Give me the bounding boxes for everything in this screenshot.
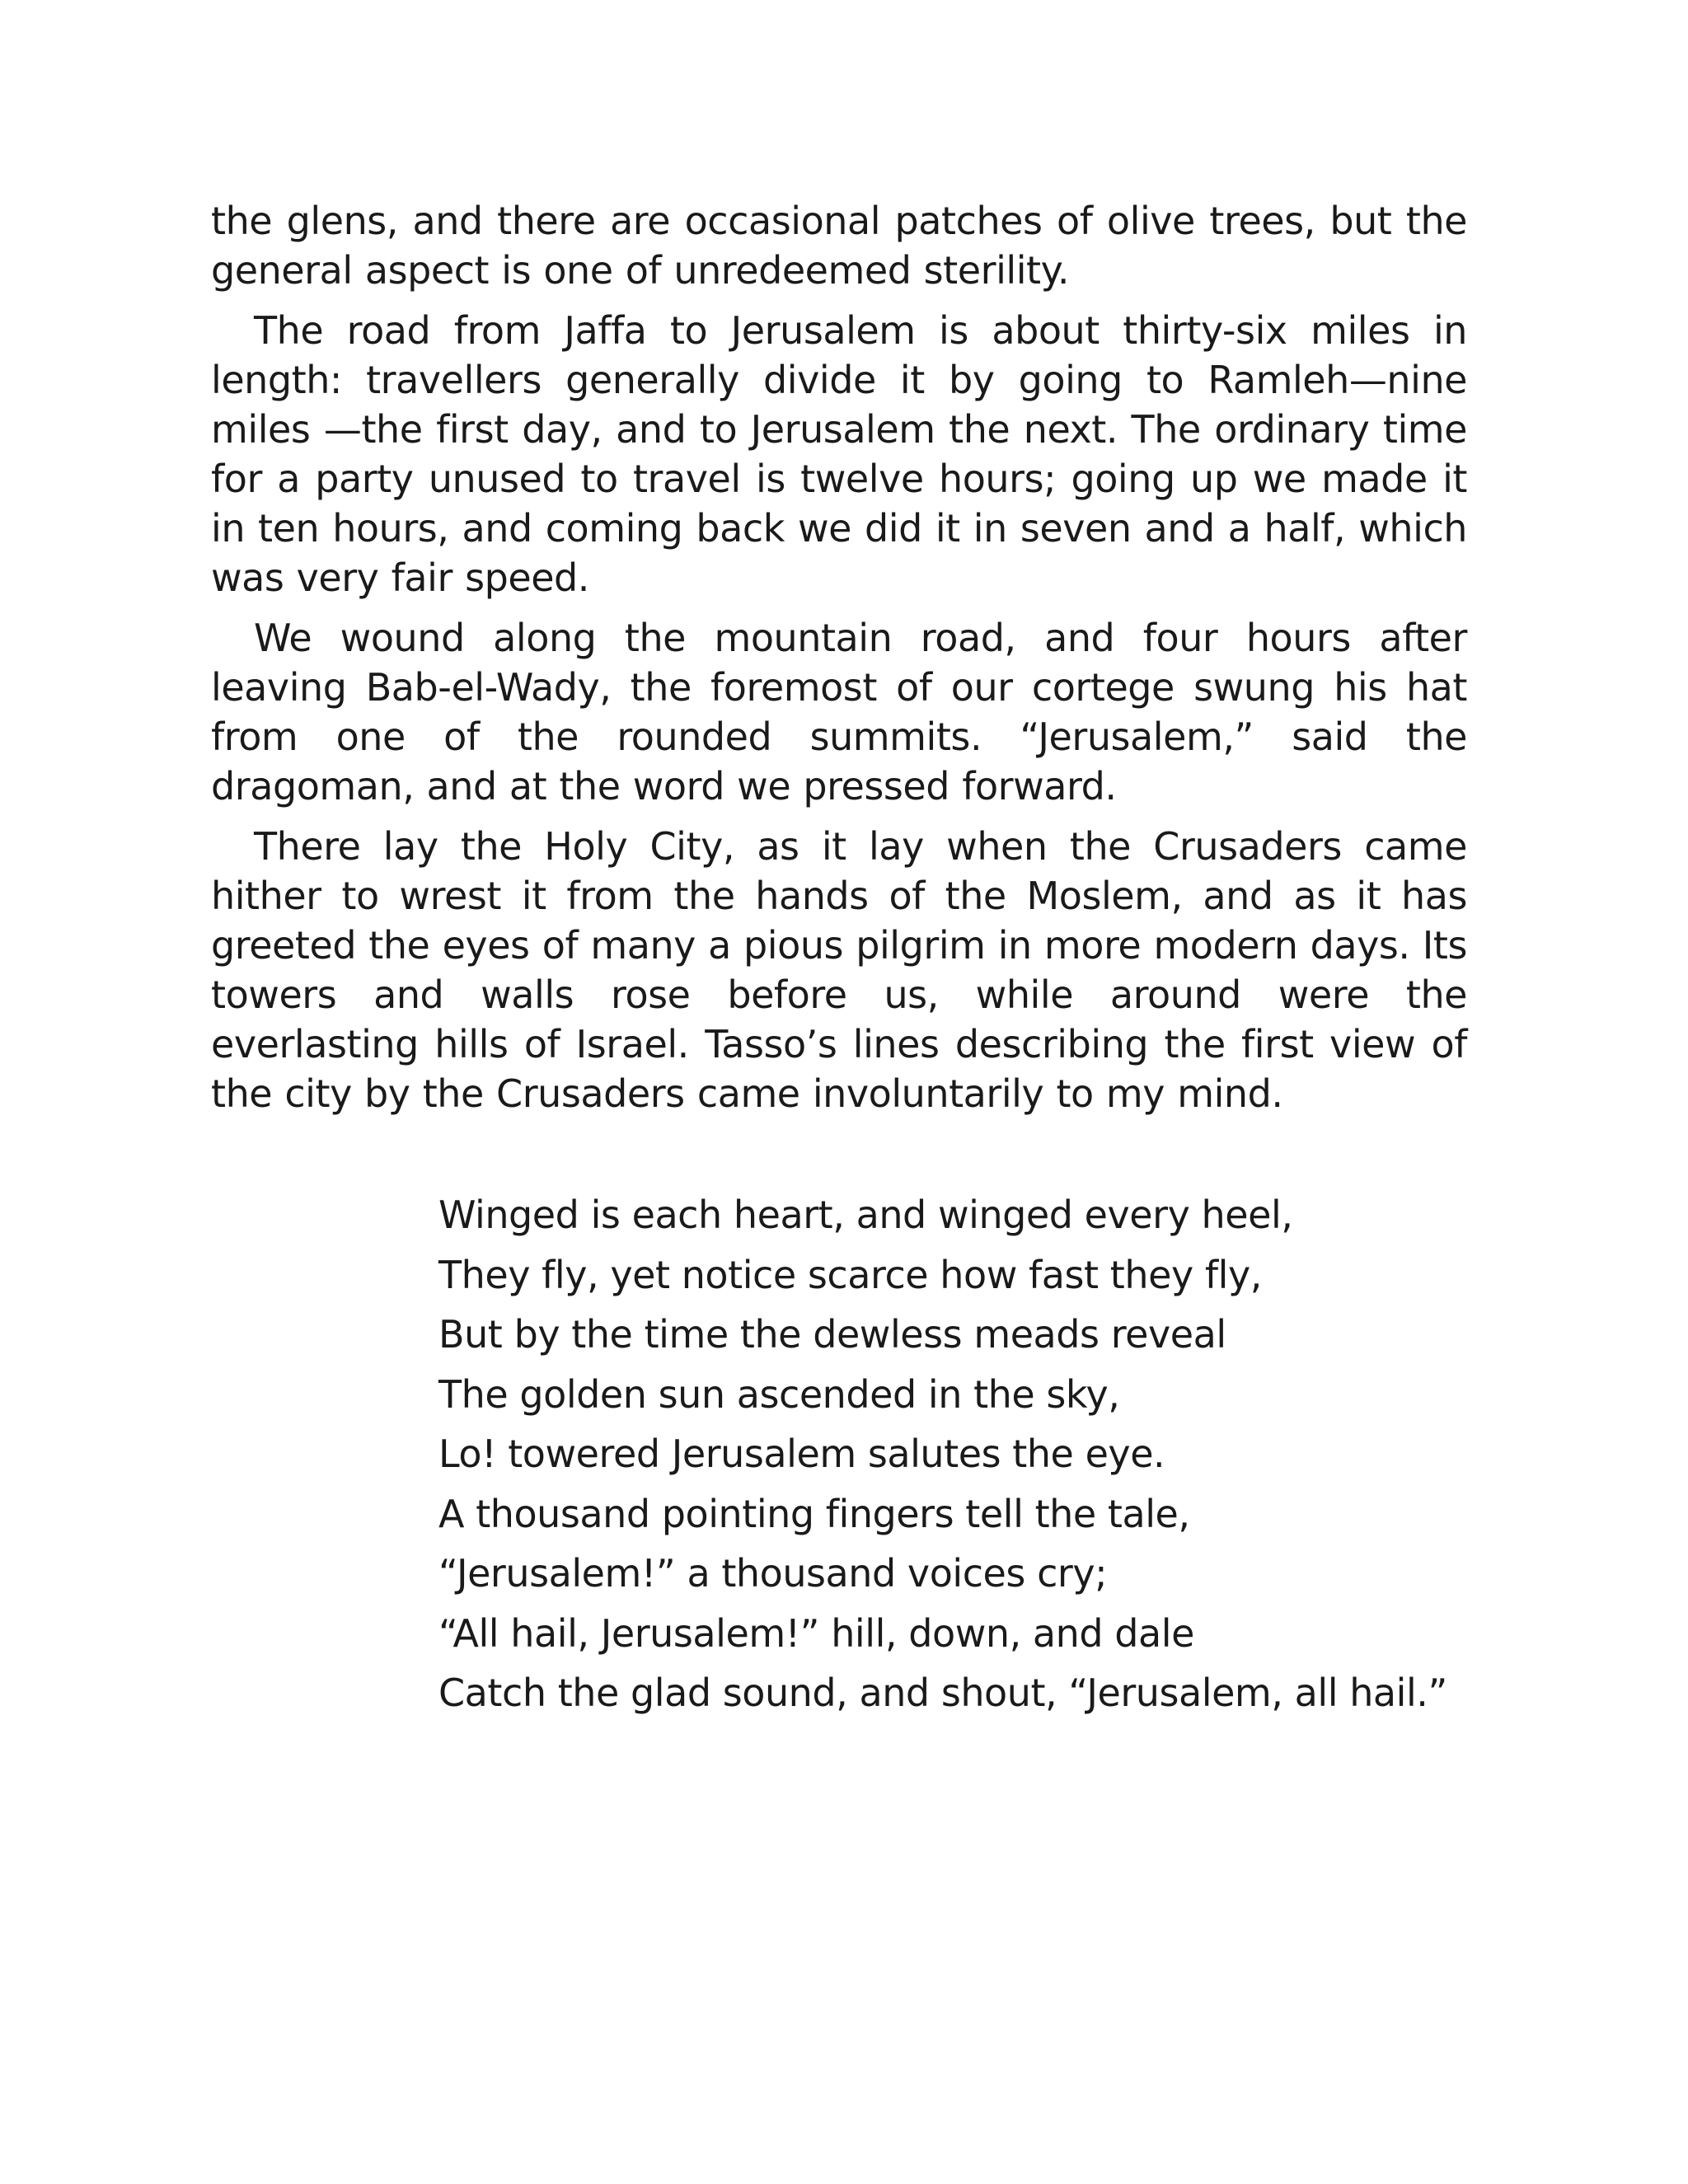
verse-quotation (438, 1185, 1510, 1723)
verse-line: Catch the glad sound, and shout, “Jerusalem, all hail.” (438, 1671, 1447, 1715)
paragraph-holy-city: There lay the Holy City, as it lay when the Crusaders came hither to wrest it from the hands of the Moslem, and as it has greeted the eyes of many a pious pilgrim in more modern days. Its towers and walls rose before us, while around were the everlasting hills of Israel. Tasso’s lines describing the first view of the city by the Crusaders came involuntarily to my mind. (211, 824, 1467, 1116)
verse-line: Lo! towered Jerusalem salutes the eye. (438, 1432, 1165, 1476)
verse-line: They fly, yet notice scarce how fast they fly, (438, 1252, 1262, 1297)
verse-line: The golden sun ascended in the sky, (438, 1371, 1120, 1417)
verse-line: “Jerusalem!” a thousand voices cry; (438, 1551, 1108, 1596)
verse-line: A thousand pointing fingers tell the tale, (438, 1491, 1190, 1536)
paragraph-road-to-jerusalem: The road from Jaffa to Jerusalem is about thirty-six miles in length: travellers generally divide it by going to Ramleh—nine miles —the first day, and to Jerusalem the next. The ordinary time for a party unused to travel is twelve hours; going up we made it in ten hours, and coming back we did it in seven and a half, which was very fair speed. (211, 308, 1467, 600)
verse-line: Winged is each heart, and winged every heel, (438, 1193, 1293, 1237)
verse-line: “All hail, Jerusalem!” hill, down, and dale (438, 1610, 1194, 1656)
prose-section (211, 196, 1467, 1129)
verse-line: But by the time the dewless meads reveal (438, 1312, 1226, 1357)
paragraph-mountain-road: We wound along the mountain road, and four hours after leaving Bab-el-Wady, the foremost of our cortege swung his hat from one of the rounded summits. “Jerusalem,” said the dragoman, and at the word we pressed forward. (211, 616, 1467, 808)
paragraph-continued: the glens, and there are occasional patches of olive trees, but the general aspect is one of unredeemed sterility. (211, 199, 1467, 293)
